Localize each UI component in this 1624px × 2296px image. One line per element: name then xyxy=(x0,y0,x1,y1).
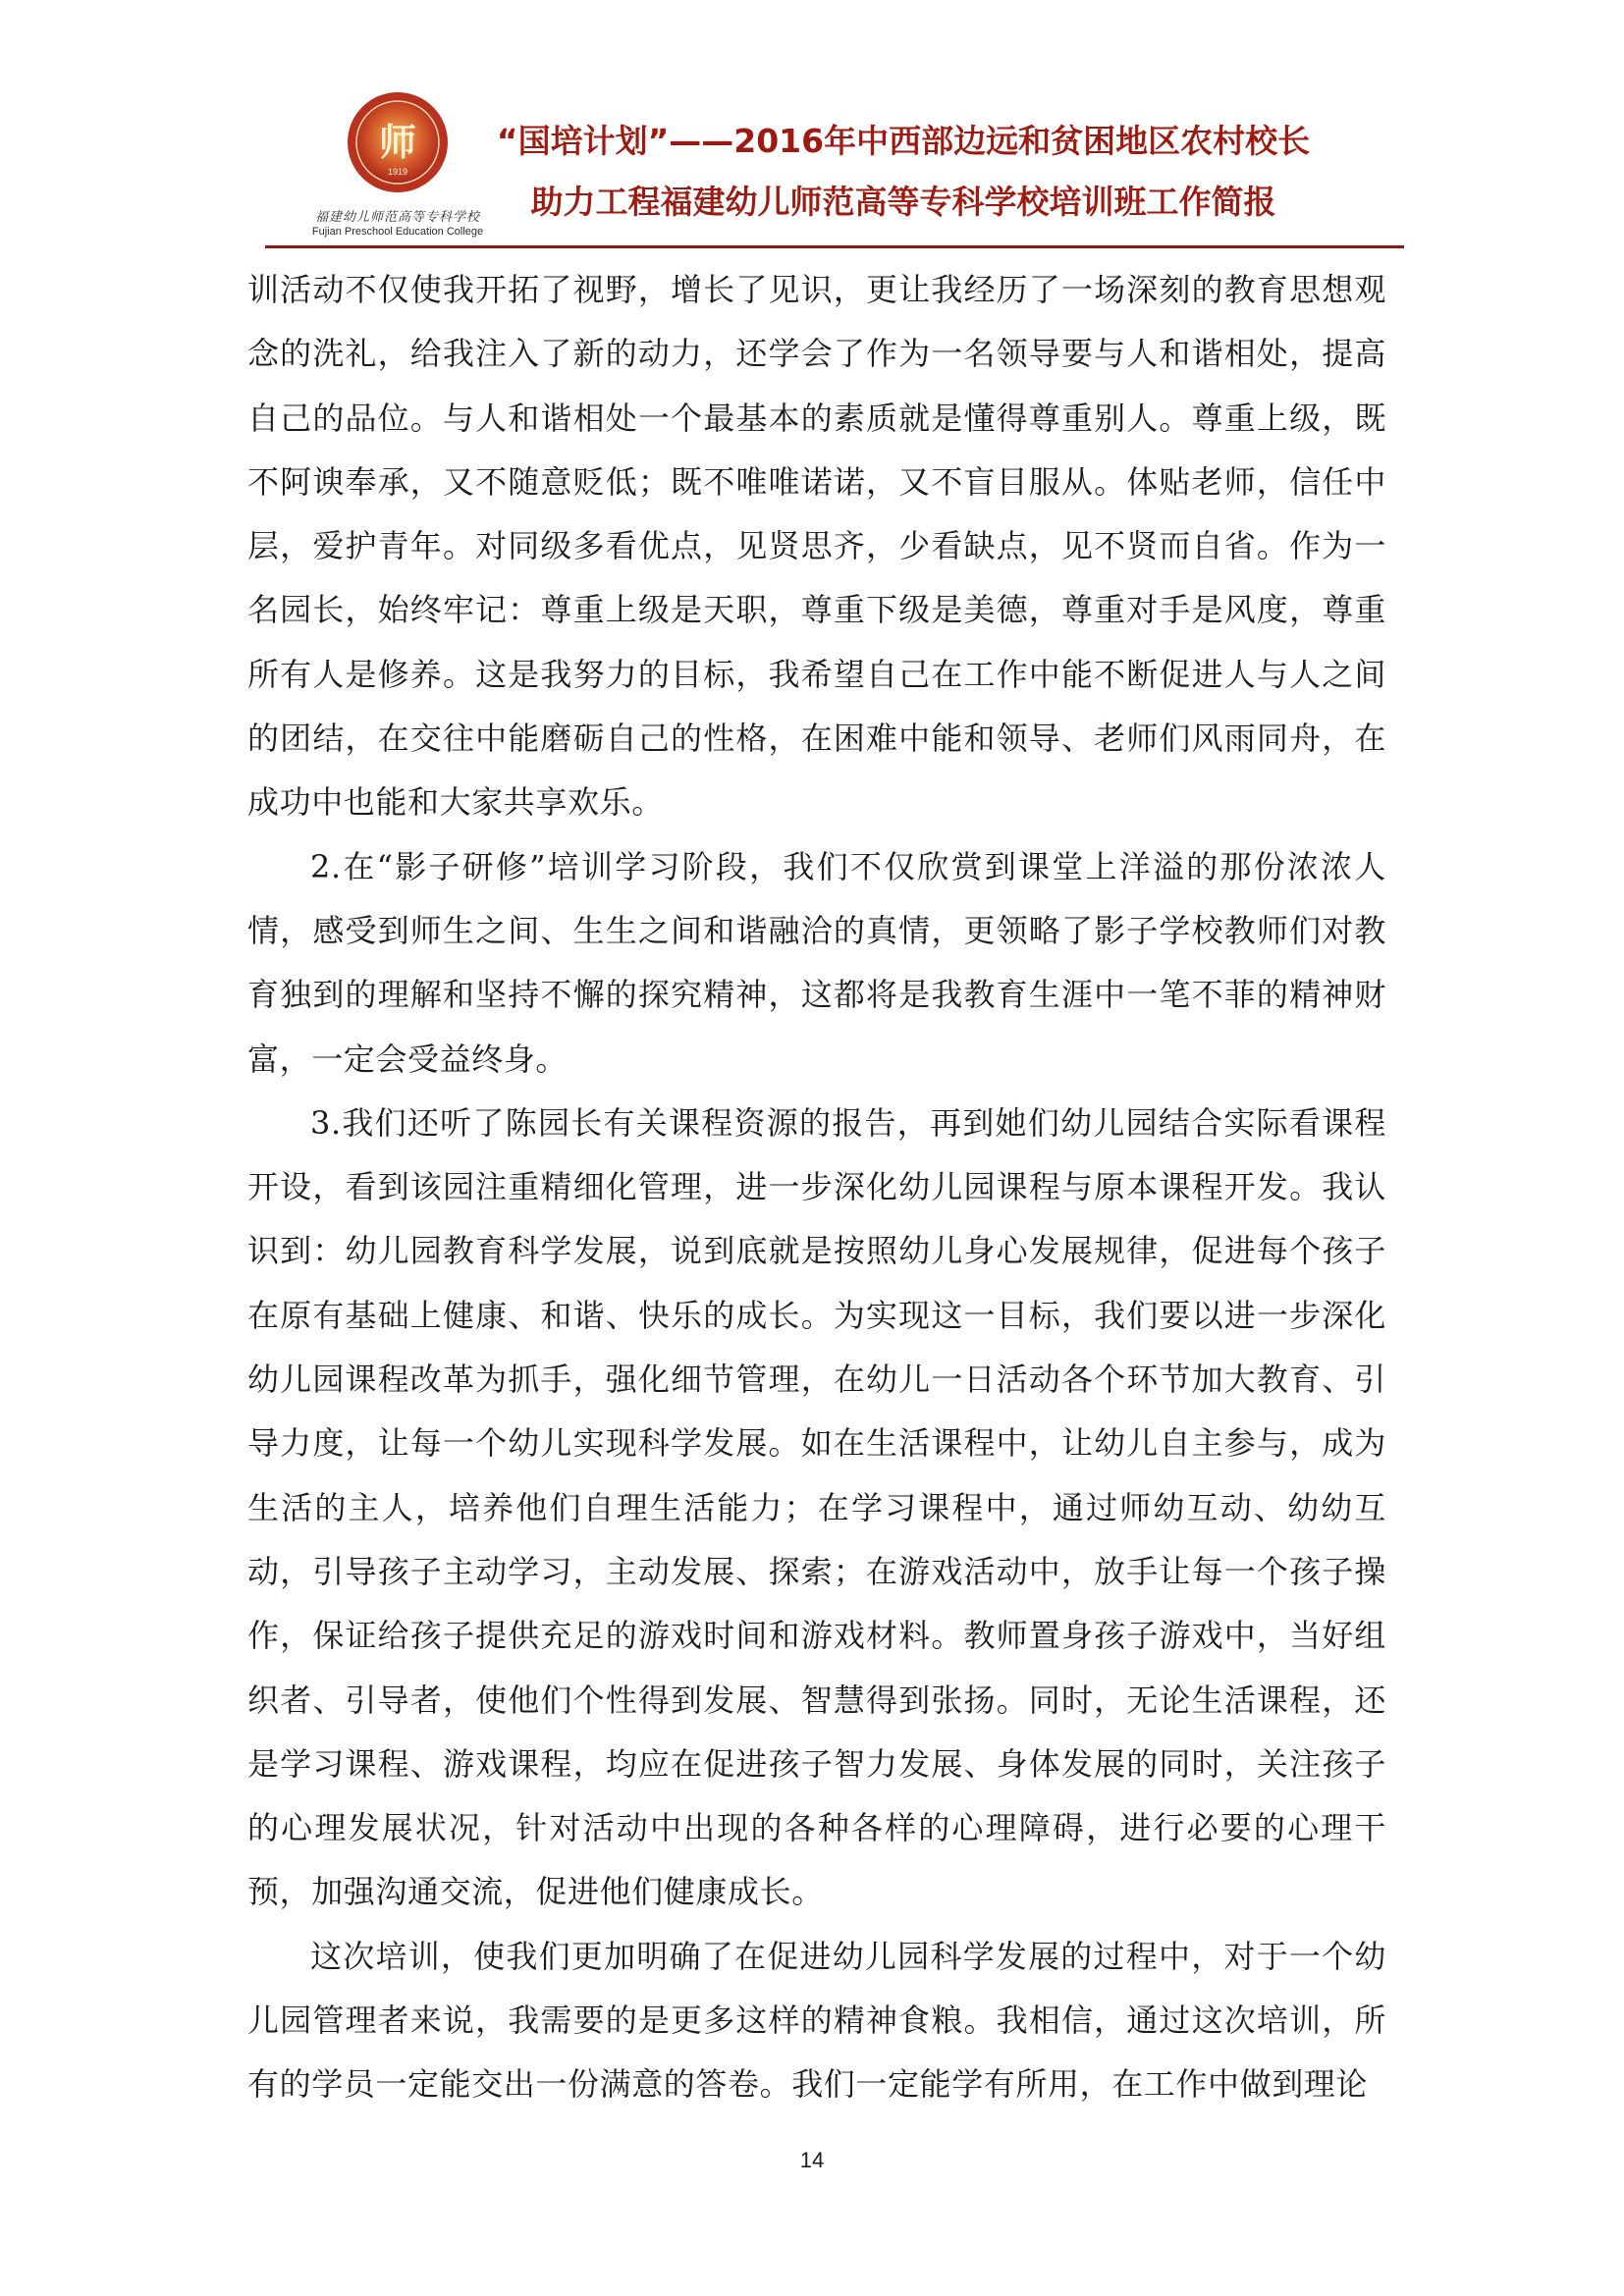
paragraph-1: 训活动不仅使我开拓了视野，增长了见识，更让我经历了一场深刻的教育思想观念的洗礼，给我注入了新的动力，还学会了作为一名领导要与人和谐相处，提高自己的品位。与人和谐相处一个最基本的素质就是懂得尊重别人。尊重上级，既不阿谀奉承，又不随意贬低；既不唯唯诺诺，又不盲目服从。体贴老师，信任中层，爱护青年。对同级多看优点，见贤思齐，少看缺点，见不贤而自省。作为一名园长，始终牢记：尊重上级是天职，尊重下级是美德，尊重对手是风度，尊重所有人是修养。这是我努力的目标，我希望自己在工作中能不断促进人与人之间的团结，在交往中能磨砺自己的性格，在困难中能和领导、老师们风雨同舟，在成功中也能和大家共享欢乐。 xyxy=(247,271,1386,822)
bulletin-title-line-1: “国培计划”——2016年中西部边远和贫困地区农村校长 xyxy=(496,122,1311,160)
paragraph-3: 3.我们还听了陈园长有关课程资源的报告，再到她们幼儿园结合实际看课程开设，看到该园注重精细化管理，进一步深化幼儿园课程与原本课程开发。我认识到：幼儿园教育科学发展，说到底就是按照幼儿身心发展规律，促进每个孩子在原有基础上健康、和谐、快乐的成长。为实现这一目标，我们要以进一步深化幼儿园课程改革为抓手，强化细节管理，在幼儿一日活动各个环节加大教育、引导力度，让每一个幼儿实现科学发展。如在生活课程中，让幼儿自主参与，成为生活的主人，培养他们自理生活能力；在学习课程中，通过师幼互动、幼幼互动，引导孩子主动学习，主动发展、探索；在游戏活动中，放手让每一个孩子操作，保证给孩子提供充足的游戏时间和游戏材料。教师置身孩子游戏中，当好组织者、引导者，使他们个性得到发展、智慧得到张扬。同时，无论生活课程，还是学习课程、游戏课程，均应在促进孩子智力发展、身体发展的同时，关注孩子的心理发展状况，针对活动中出现的各种各样的心理障碍，进行必要的心理干预，加强沟通交流，促进他们健康成长。 xyxy=(247,1103,1386,1911)
page-number: 14 xyxy=(799,2148,825,2172)
logo-chinese-name: 福建幼儿师范高等专科学校 xyxy=(314,210,480,225)
bulletin-title-line-2: 助力工程福建幼儿师范高等专科学校培训班工作简报 xyxy=(530,183,1276,221)
logo-year: 1919 xyxy=(387,167,408,177)
page-header xyxy=(0,0,1624,255)
paragraph-4: 这次培训，使我们更加明确了在促进幼儿园科学发展的过程中，对于一个幼儿园管理者来说，我需要的是更多这样的精神食粮。我相信，通过这次培训，所有的学员一定能交出一份满意的答卷。我们一定能学有所用，在工作中做到理论 xyxy=(247,1937,1386,2104)
logo-english-name: Fujian Preschool Education College xyxy=(311,226,484,238)
paragraph-2: 2.在“影子研修”培训学习阶段，我们不仅欣赏到课堂上洋溢的那份浓浓人情，感受到师生之间、生生之间和谐融洽的真情，更领略了影子学校教师们对教育独到的理解和坚持不懈的探究精神，这都将是我教育生涯中一笔不菲的精神财富，一定会受益终身。 xyxy=(247,847,1386,1078)
article-body xyxy=(247,258,1386,2117)
logo-glyph: 师 xyxy=(378,120,417,164)
college-seal-icon xyxy=(346,90,450,194)
header-divider xyxy=(265,245,1404,248)
